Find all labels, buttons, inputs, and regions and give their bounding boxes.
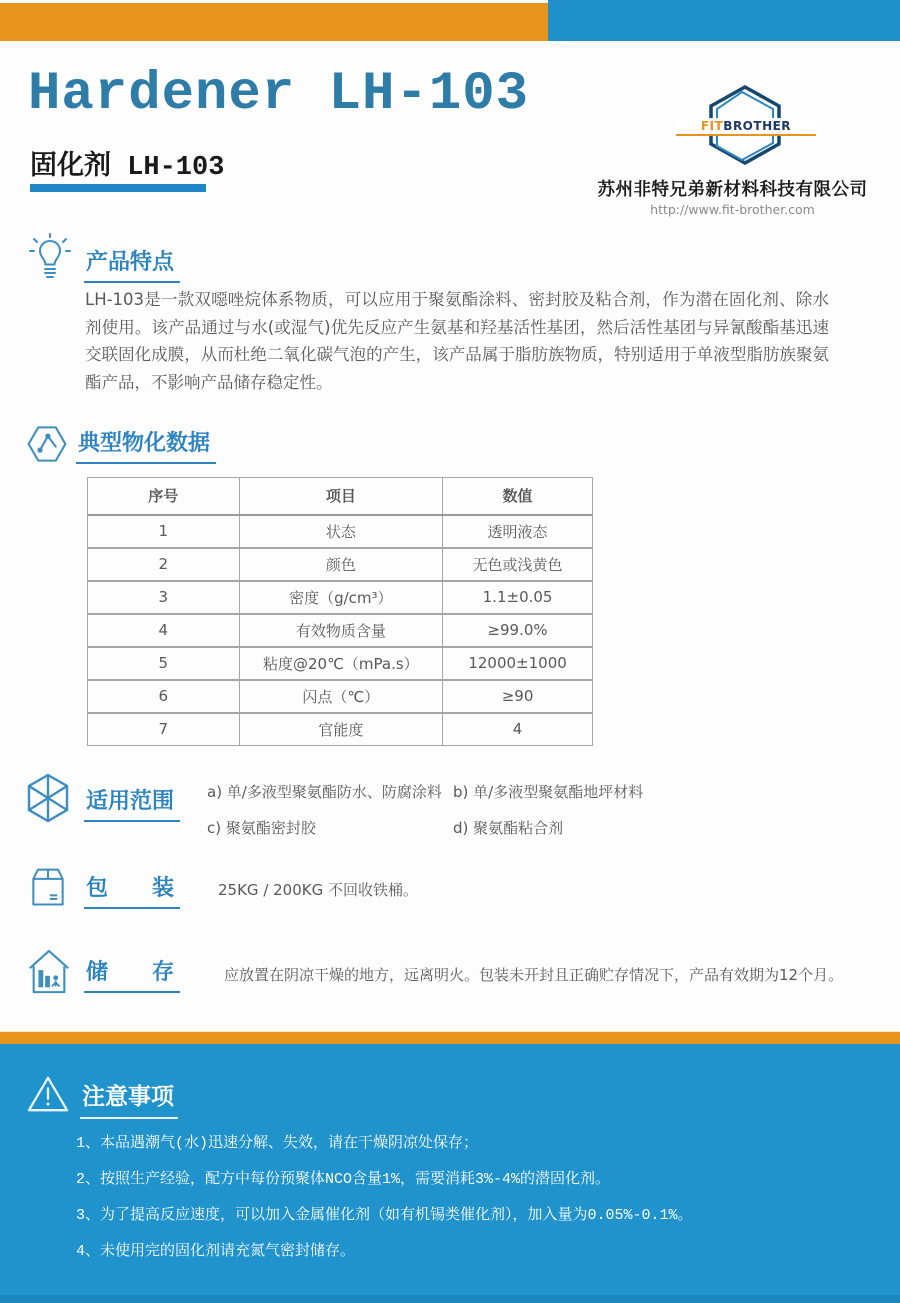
lightbulb-icon — [26, 233, 74, 287]
cell-no: 5 — [88, 647, 240, 680]
cell-item: 密度（g/cm³） — [239, 581, 443, 614]
applications-list — [207, 781, 807, 838]
subtitle-underline-bar — [30, 184, 206, 192]
spec-table-header-row — [88, 478, 593, 515]
section-heading-storage: 储 存 — [84, 955, 180, 993]
cell-value: 无色或浅黄色 — [443, 548, 593, 581]
section-heading-features: 产品特点 — [84, 245, 180, 283]
cell-no: 7 — [88, 713, 240, 746]
cell-item: 状态 — [239, 515, 443, 548]
cell-value: 透明液态 — [443, 515, 593, 548]
warehouse-icon — [26, 946, 72, 998]
company-name: 苏州非特兄弟新材料科技有限公司 — [597, 180, 868, 200]
cell-item: 粘度@20℃（mPa.s） — [239, 647, 443, 680]
cell-item: 官能度 — [239, 713, 443, 746]
table-row — [88, 614, 593, 647]
cell-no: 2 — [88, 548, 240, 581]
fitbrother-logo-text — [676, 118, 816, 136]
cell-value: ≥90 — [443, 680, 593, 713]
features-paragraph: LH-103是一款双噁唑烷体系物质，可以应用于聚氨酯涂料、密封胶及粘合剂，作为潜在固化剂、除水剂使用。该产品通过与水(或湿气)优先反应产生氨基和羟基活性基团，然后活性基团与异氰酸酯基迅速交联固化成膜，从而杜绝二氧化碳气泡的产生，该产品属于脂肪族物质，特别适用于单液型脂肪族聚氨酯产品，不影响产品储存稳定性。 — [85, 290, 829, 392]
website-link[interactable]: http://www.fit-brother.com — [650, 202, 815, 217]
precaution-item: 2、按照生产经验，配方中每份预聚体NCO含量1%，需要消耗3%-4%的潜固化剂。 — [76, 1171, 611, 1188]
table-row — [88, 713, 593, 746]
cell-item: 有效物质含量 — [239, 614, 443, 647]
application-item: a) 单/多液型聚氨酯防水、防腐涂料 — [207, 783, 442, 801]
cube-wireframe-icon — [24, 772, 72, 824]
cell-value: 4 — [443, 713, 593, 746]
table-row — [88, 515, 593, 548]
warning-triangle-icon — [25, 1074, 71, 1114]
spec-table — [87, 477, 593, 746]
table-row — [88, 548, 593, 581]
cell-value: 12000±1000 — [443, 647, 593, 680]
orange-divider — [0, 1031, 900, 1044]
application-item: b) 单/多液型聚氨酯地坪材料 — [453, 783, 644, 801]
col-header-value: 数值 — [443, 478, 593, 515]
section-heading-packaging: 包 装 — [84, 871, 180, 909]
logo-brother-label: BROTHER — [723, 119, 792, 133]
molecule-hexagon-icon — [26, 421, 68, 467]
section-heading-precautions: 注意事项 — [80, 1078, 178, 1119]
top-bar-orange — [0, 3, 548, 41]
logo-fit-label: FIT — [700, 119, 724, 133]
application-item: d) 聚氨酯粘合剂 — [453, 819, 564, 837]
application-item: c) 聚氨酯密封胶 — [207, 819, 316, 837]
cell-no: 1 — [88, 515, 240, 548]
col-header-item: 项目 — [239, 478, 443, 515]
top-bar-blue — [548, 0, 900, 41]
footer-strip — [0, 1295, 900, 1303]
cell-item: 颜色 — [239, 548, 443, 581]
precaution-item: 1、本品遇潮气(水)迅速分解、失效，请在干燥阴凉处保存； — [76, 1135, 479, 1152]
cell-value: ≥99.0% — [443, 614, 593, 647]
package-box-icon — [26, 864, 70, 912]
storage-text: 应放置在阴凉干燥的地方，远离明火。包装未开封且正确贮存情况下，产品有效期为12个月。 — [224, 966, 844, 984]
col-header-no: 序号 — [88, 478, 240, 515]
table-row — [88, 680, 593, 713]
page-title: Hardener LH-103 — [28, 64, 530, 125]
precautions-list — [76, 1133, 866, 1277]
precaution-item: 3、为了提高反应速度，可以加入金属催化剂（如有机锡类催化剂），加入量为0.05%-0.1%。 — [76, 1207, 693, 1224]
cell-value: 1.1±0.05 — [443, 581, 593, 614]
table-row — [88, 647, 593, 680]
section-heading-applications: 适用范围 — [84, 784, 180, 822]
cell-item: 闪点（℃） — [239, 680, 443, 713]
cell-no: 3 — [88, 581, 240, 614]
cell-no: 6 — [88, 680, 240, 713]
cell-no: 4 — [88, 614, 240, 647]
section-heading-data: 典型物化数据 — [76, 426, 216, 464]
precaution-item: 4、未使用完的固化剂请充氮气密封储存。 — [76, 1243, 356, 1260]
page-subtitle: 固化剂 LH-103 — [30, 153, 225, 183]
packaging-text: 25KG / 200KG 不回收铁桶。 — [218, 881, 418, 899]
table-row — [88, 581, 593, 614]
